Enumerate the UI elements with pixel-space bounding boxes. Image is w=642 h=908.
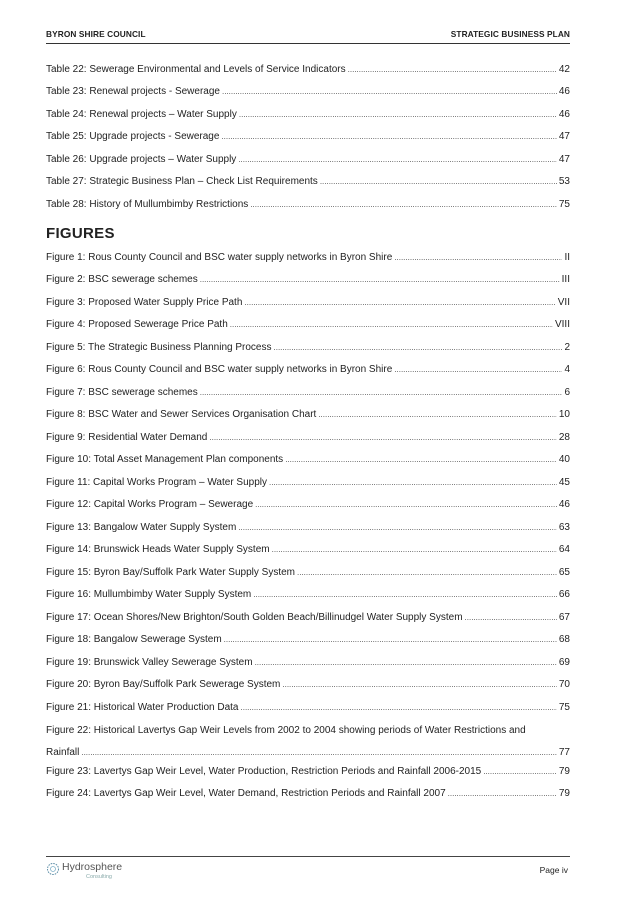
toc-entry-page: 10 <box>558 409 570 420</box>
toc-leader <box>81 747 557 759</box>
toc-leader <box>209 432 557 444</box>
toc-leader <box>255 499 557 511</box>
toc-leader <box>297 567 557 579</box>
toc-leader <box>253 589 557 601</box>
toc-leader <box>221 131 556 143</box>
toc-entry-title: Figure 8: BSC Water and Sewer Services Organisation Chart <box>46 409 317 420</box>
page-header <box>46 29 570 44</box>
toc-leader <box>448 788 557 800</box>
toc-entry-page: 64 <box>558 544 570 555</box>
toc-entry-page: VIII <box>554 319 570 330</box>
toc-entry[interactable] <box>46 297 570 309</box>
toc-entry[interactable] <box>46 477 570 489</box>
toc-entry-page: 70 <box>558 679 570 690</box>
toc-entry-page: 75 <box>558 199 570 210</box>
toc-entry[interactable] <box>46 109 570 121</box>
toc-leader <box>230 319 553 331</box>
toc-entry-title: Figure 5: The Strategic Business Planning Process <box>46 342 272 353</box>
toc-entry-page: 75 <box>558 702 570 713</box>
toc-entry-title: Figure 13: Bangalow Water Supply System <box>46 522 237 533</box>
toc-entry[interactable] <box>46 567 570 579</box>
toc-entry-title-continued: Rainfall <box>46 747 80 758</box>
figures-heading: FIGURES <box>46 225 115 242</box>
toc-entry-title: Figure 16: Mullumbimby Water Supply System <box>46 589 252 600</box>
toc-leader <box>238 522 557 534</box>
toc-leader <box>274 342 563 354</box>
page-number: Page iv <box>539 865 568 875</box>
toc-entry-title: Figure 22: Historical Lavertys Gap Weir Levels from 2002 to 2004 showing periods of Water Restrictions and <box>46 725 526 736</box>
toc-entry[interactable] <box>46 499 570 511</box>
toc-leader <box>320 176 557 188</box>
toc-entry[interactable] <box>46 274 570 286</box>
toc-entry-page: VII <box>557 297 570 308</box>
toc-entry-title: Figure 1: Rous County Council and BSC water supply networks in Byron Shire <box>46 252 393 263</box>
toc-entry-title: Figure 19: Brunswick Valley Sewerage System <box>46 657 253 668</box>
toc-leader <box>255 657 557 669</box>
toc-entry-title: Figure 6: Rous County Council and BSC water supply networks in Byron Shire <box>46 364 393 375</box>
toc-leader <box>224 634 557 646</box>
toc-entry-title: Figure 15: Byron Bay/Suffolk Park Water Supply System <box>46 567 295 578</box>
toc-leader <box>272 544 557 556</box>
toc-entry[interactable] <box>46 657 570 669</box>
toc-leader <box>241 702 557 714</box>
toc-entry[interactable] <box>46 387 570 399</box>
toc-entry[interactable] <box>46 342 570 354</box>
toc-leader <box>222 86 557 98</box>
toc-entry-title: Figure 11: Capital Works Program – Water Supply <box>46 477 268 488</box>
toc-entry-page: 42 <box>558 64 570 75</box>
toc-entry-title: Figure 18: Bangalow Sewerage System <box>46 634 222 645</box>
toc-entry-page: 68 <box>558 634 570 645</box>
toc-entry-page: 6 <box>564 387 570 398</box>
toc-entry[interactable] <box>46 252 570 264</box>
toc-entry[interactable] <box>46 766 570 778</box>
toc-leader <box>285 454 557 466</box>
toc-entry-page: II <box>564 252 570 263</box>
toc-entry-page: 66 <box>558 589 570 600</box>
toc-entry-title: Table 22: Sewerage Environmental and Levels of Service Indicators <box>46 64 346 75</box>
toc-entry-title: Figure 4: Proposed Sewerage Price Path <box>46 319 228 330</box>
toc-entry-page: 67 <box>558 612 570 623</box>
toc-entry-title: Table 26: Upgrade projects – Water Supply <box>46 154 237 165</box>
toc-leader <box>269 477 557 489</box>
toc-entry-page: 45 <box>558 477 570 488</box>
toc-entry-page: 2 <box>564 342 570 353</box>
toc-entry-page: 77 <box>558 747 570 758</box>
toc-leader <box>200 274 560 286</box>
toc-leader <box>394 252 562 264</box>
toc-entry-title: Table 23: Renewal projects - Sewerage <box>46 86 220 97</box>
logo-subtitle: Consulting <box>86 874 112 880</box>
toc-entry[interactable] <box>46 634 570 646</box>
toc-entry[interactable] <box>46 725 570 759</box>
toc-entry[interactable] <box>46 64 570 76</box>
toc-leader <box>282 679 557 691</box>
toc-leader <box>394 364 562 376</box>
toc-entry-page: 69 <box>558 657 570 668</box>
toc-entry-page: 47 <box>558 131 570 142</box>
toc-entry[interactable] <box>46 522 570 534</box>
toc-entry-page: 65 <box>558 567 570 578</box>
toc-entry-page: 46 <box>558 86 570 97</box>
toc-entry[interactable] <box>46 612 570 624</box>
toc-leader <box>465 612 557 624</box>
toc-entry[interactable] <box>46 364 570 376</box>
toc-leader <box>239 109 557 121</box>
toc-entry-title: Figure 24: Lavertys Gap Weir Level, Water Demand, Restriction Periods and Rainfall 2007 <box>46 788 446 799</box>
toc-entry-page: 28 <box>558 432 570 443</box>
toc-entry[interactable] <box>46 176 570 188</box>
toc-entry[interactable] <box>46 319 570 331</box>
toc-entry-title: Figure 3: Proposed Water Supply Price Path <box>46 297 243 308</box>
toc-entry-title: Figure 23: Lavertys Gap Weir Level, Water Production, Restriction Periods and Rainfall 2006-2015 <box>46 766 482 777</box>
toc-entry-title: Figure 21: Historical Water Production Data <box>46 702 239 713</box>
toc-entry[interactable] <box>46 432 570 444</box>
toc-leader <box>250 199 557 211</box>
toc-entry[interactable] <box>46 544 570 556</box>
header-document-title: STRATEGIC BUSINESS PLAN <box>450 29 570 39</box>
toc-entry-title: Table 27: Strategic Business Plan – Check List Requirements <box>46 176 318 187</box>
toc-leader <box>200 387 563 399</box>
toc-entry-page: 63 <box>558 522 570 533</box>
toc-entry-title: Figure 2: BSC sewerage schemes <box>46 274 198 285</box>
toc-entry-page: 46 <box>558 499 570 510</box>
toc-leader <box>244 297 555 309</box>
toc-entry-title: Table 24: Renewal projects – Water Supply <box>46 109 237 120</box>
toc-entry-title: Figure 20: Byron Bay/Suffolk Park Sewerage System <box>46 679 281 690</box>
toc-entry[interactable] <box>46 702 570 714</box>
toc-entry-title: Figure 17: Ocean Shores/New Brighton/South Golden Beach/Billinudgel Water Supply System <box>46 612 463 623</box>
toc-entry-page: 79 <box>558 788 570 799</box>
header-organisation: BYRON SHIRE COUNCIL <box>46 29 146 39</box>
toc-entry-page: 53 <box>558 176 570 187</box>
toc-entry[interactable] <box>46 788 570 800</box>
toc-leader <box>483 766 557 778</box>
toc-entry-page: III <box>561 274 570 285</box>
toc-entry-title: Figure 10: Total Asset Management Plan components <box>46 454 284 465</box>
toc-entry-page: 4 <box>564 364 570 375</box>
toc-leader <box>318 409 557 421</box>
toc-entry[interactable] <box>46 454 570 466</box>
toc-entry[interactable] <box>46 86 570 98</box>
logo-wordmark: Hydrosphere <box>62 861 123 873</box>
toc-entry[interactable] <box>46 589 570 601</box>
page-footer <box>46 856 570 879</box>
toc-entry-page: 46 <box>558 109 570 120</box>
toc-entry[interactable] <box>46 131 570 143</box>
toc-entry-page: 40 <box>558 454 570 465</box>
toc-entry[interactable] <box>46 199 570 211</box>
toc-entry-title: Figure 12: Capital Works Program – Sewerage <box>46 499 254 510</box>
toc-entry-title: Figure 14: Brunswick Heads Water Supply System <box>46 544 270 555</box>
globe-logo-icon <box>46 862 60 876</box>
toc-entry-title: Table 25: Upgrade projects - Sewerage <box>46 131 220 142</box>
toc-entry[interactable] <box>46 154 570 166</box>
toc-entry-title: Table 28: History of Mullumbimby Restrictions <box>46 199 249 210</box>
toc-entry-page: 47 <box>558 154 570 165</box>
toc-entry-page: 79 <box>558 766 570 777</box>
toc-leader <box>238 154 557 166</box>
hydrosphere-logo <box>46 861 123 880</box>
toc-entry[interactable] <box>46 679 570 691</box>
toc-entry[interactable] <box>46 409 570 421</box>
toc-entry-title: Figure 7: BSC sewerage schemes <box>46 387 198 398</box>
toc-entry-title: Figure 9: Residential Water Demand <box>46 432 208 443</box>
toc-leader <box>348 64 557 76</box>
